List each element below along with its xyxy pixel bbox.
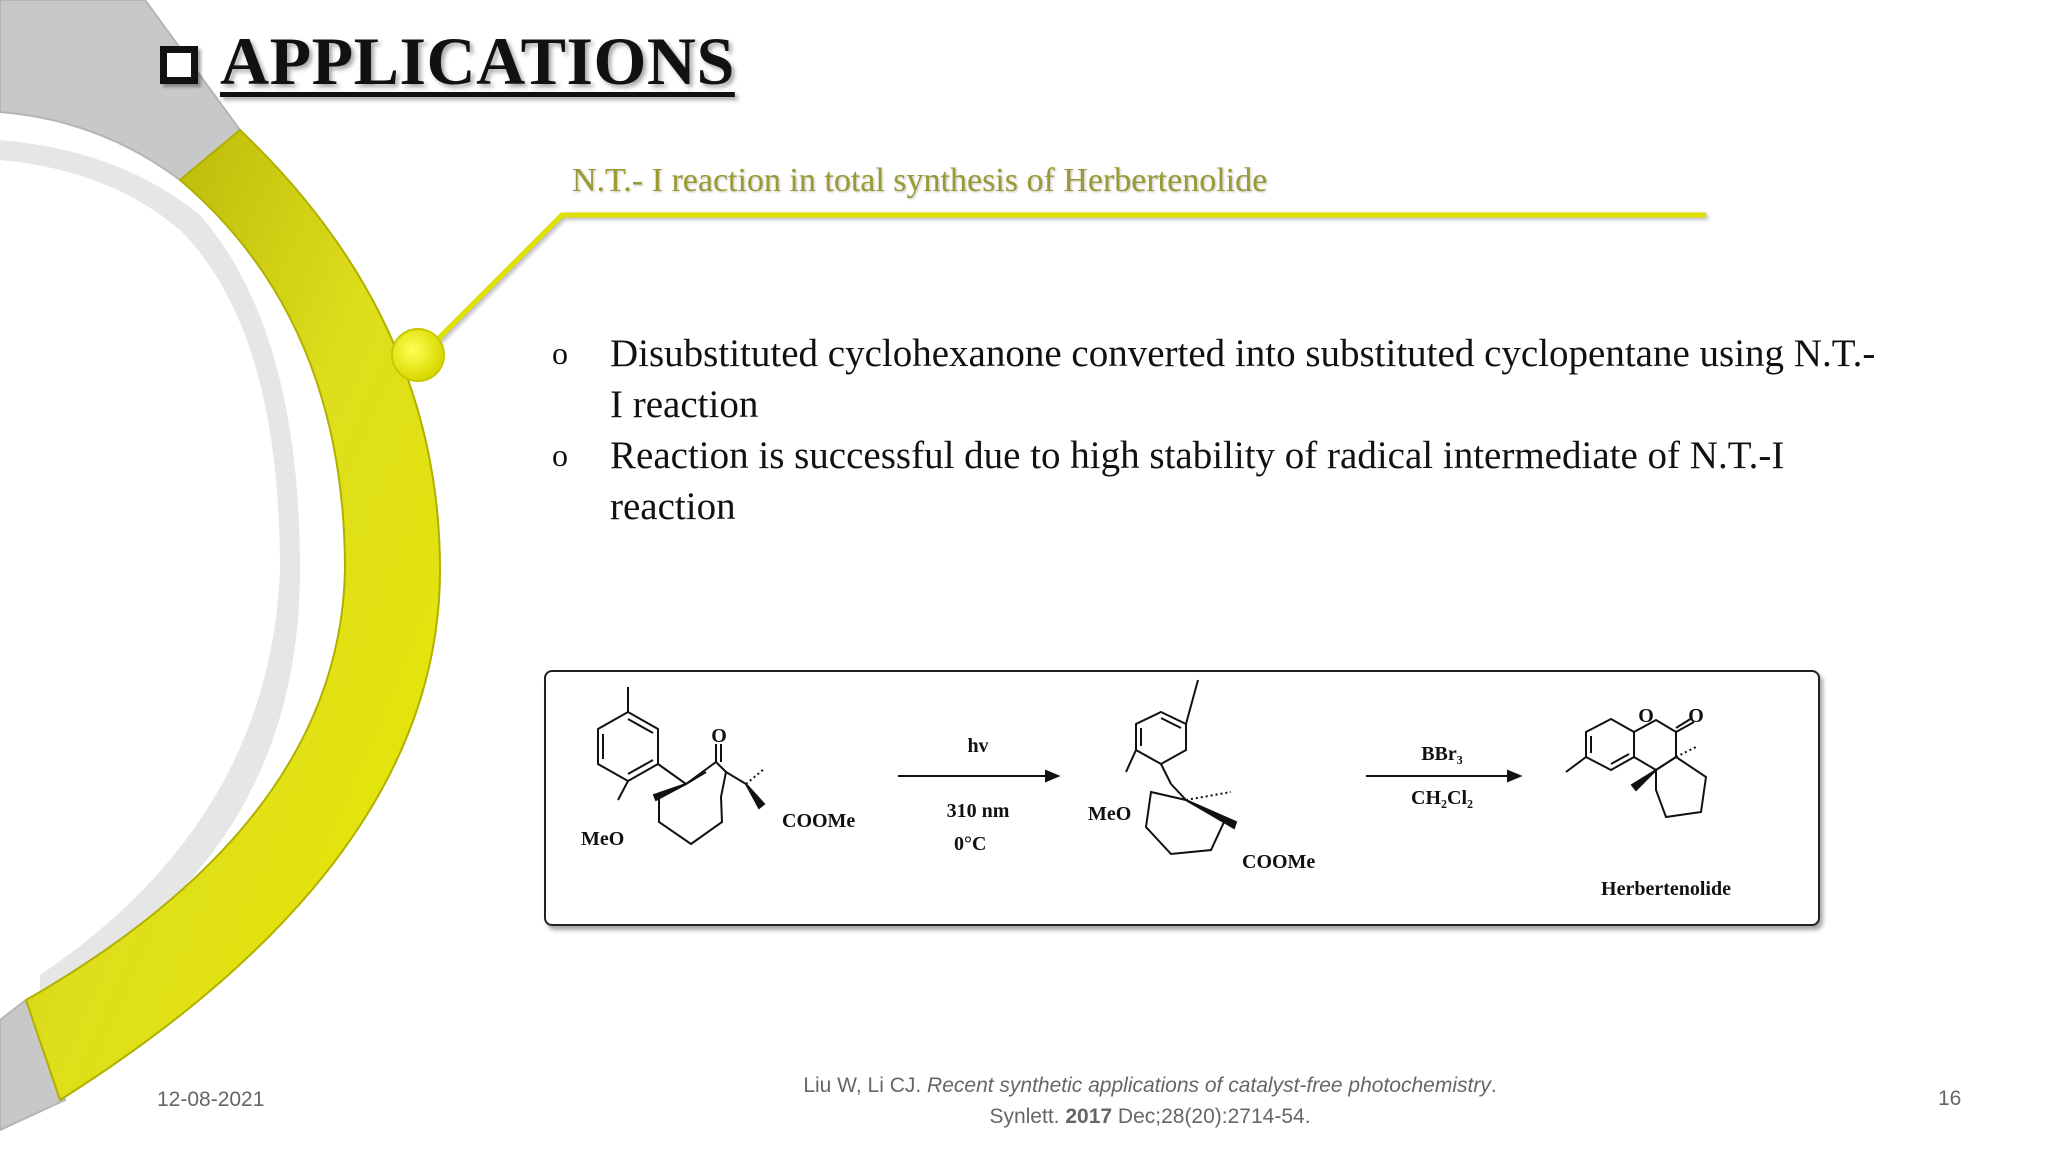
arrow2-solvent-below: CH₂Cl₂ — [1411, 787, 1473, 809]
product-ring-oxygen-label: O — [1638, 705, 1654, 727]
reference-details: Dec;28(20):2714-54. — [1117, 1105, 1311, 1128]
page-number: 16 — [1938, 1087, 1962, 1110]
reaction-arrow-2 — [1366, 771, 1520, 781]
bullet-circle-icon: o — [552, 437, 568, 473]
intermediate-structure — [1126, 680, 1236, 854]
bullet-circle-icon: o — [552, 335, 568, 371]
footer-reference — [700, 1070, 1600, 1132]
checkbox-icon — [160, 46, 198, 84]
arrow1-condition-below1: 310 nm — [946, 800, 1010, 822]
arrow1-condition-above: hv — [967, 735, 989, 757]
product-structure — [1566, 718, 1706, 817]
reference-line-2 — [700, 1101, 1600, 1132]
bullet-list — [552, 328, 1882, 532]
slide-heading — [160, 22, 735, 101]
start-methoxy-label: MeO — [581, 828, 625, 850]
bullet-text: Disubstituted cyclohexanone converted into substituted cyclopentane using N.T.-I reaction — [610, 332, 1876, 426]
arrow1-condition-below2: 0°C — [954, 833, 987, 855]
reference-journal: Synlett. — [989, 1105, 1060, 1128]
heading-text: APPLICATIONS — [220, 23, 735, 99]
start-oxygen-label: O — [711, 725, 727, 747]
reaction-scheme — [544, 670, 1820, 926]
bullet-item — [552, 430, 1882, 532]
reference-year: 2017 — [1065, 1105, 1113, 1128]
reference-title: Recent synthetic applications of catalyst-free photochemistry — [927, 1074, 1491, 1097]
reference-authors: Liu W, Li CJ. — [803, 1074, 922, 1097]
connector-dot — [392, 329, 444, 381]
intermediate-methoxy-label: MeO — [1088, 803, 1132, 825]
intermediate-ester-label: COOMe — [1242, 851, 1316, 873]
footer-date: 12-08-2021 — [157, 1088, 265, 1111]
reference-line-1: Liu W, Li CJ. Recent synthetic applications of catalyst-free photochemistry. — [803, 1074, 1497, 1097]
product-name-label: Herbertenolide — [1601, 878, 1731, 900]
start-ester-label: COOMe — [782, 810, 856, 832]
bullet-text: Reaction is successful due to high stability of radical intermediate of N.T.-I reaction — [610, 434, 1785, 528]
bullet-item — [552, 328, 1882, 430]
arrow2-reagent-above: BBr₃ — [1421, 743, 1463, 765]
product-carbonyl-oxygen-label: O — [1688, 705, 1704, 727]
slide-subtitle: N.T.- I reaction in total synthesis of Herbertenolide — [572, 162, 1268, 199]
reaction-arrow-1 — [898, 771, 1058, 781]
starting-material-structure — [598, 687, 764, 844]
